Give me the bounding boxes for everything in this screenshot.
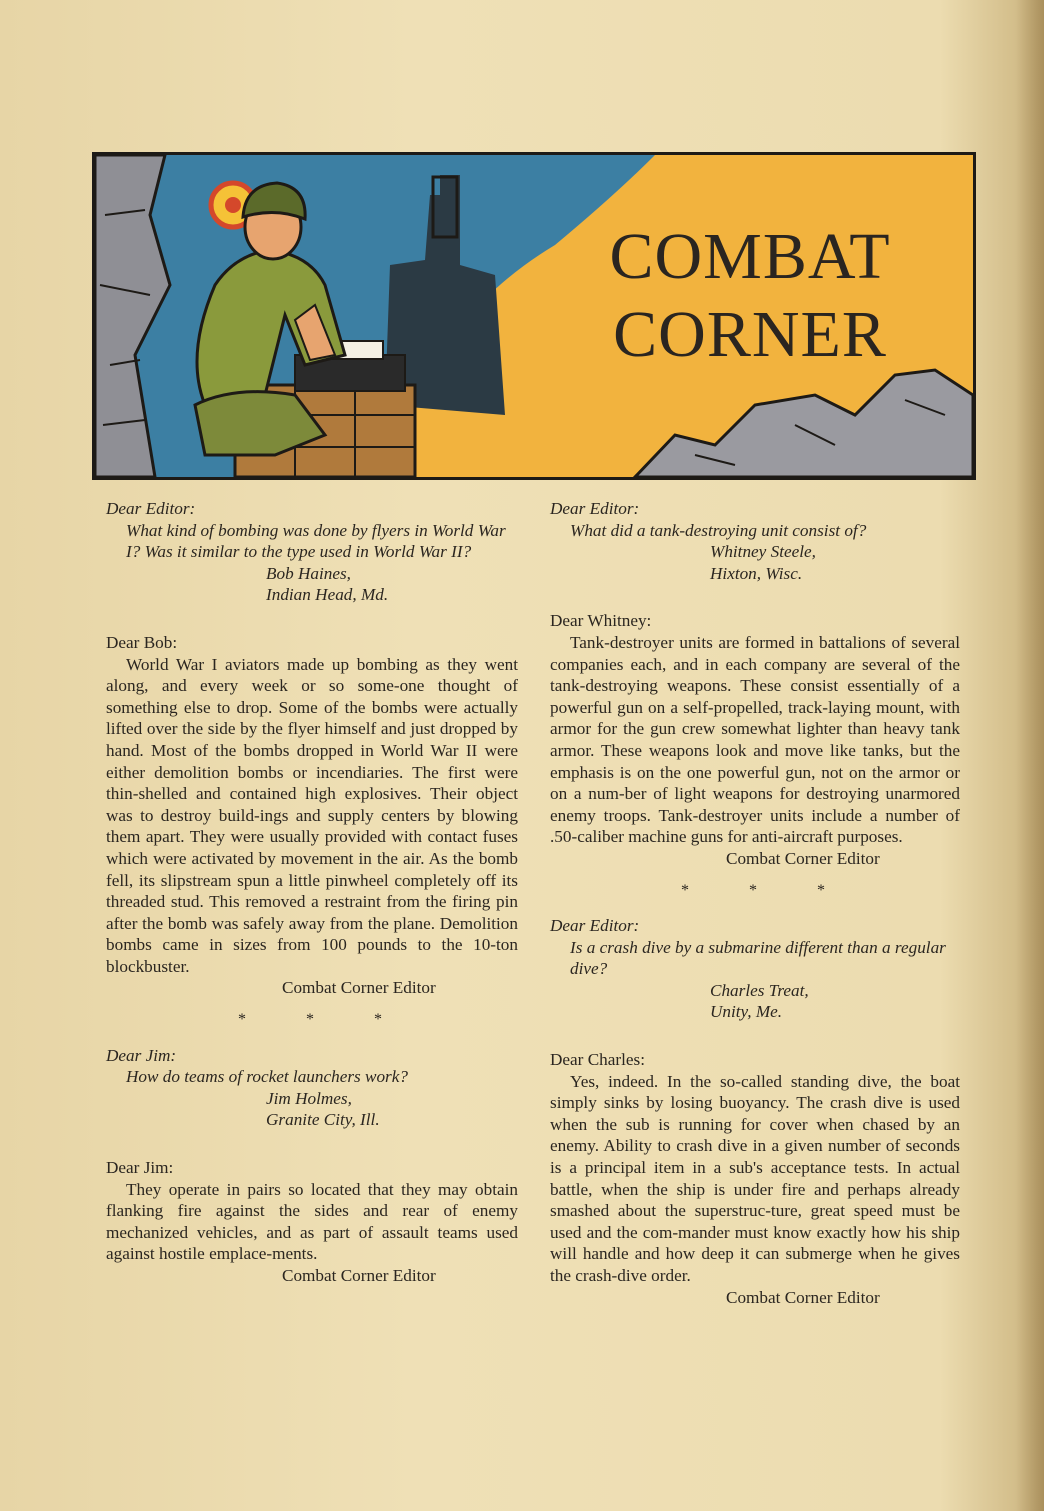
reply-body: World War I aviators made up bombing as they went along, and every week or so some-one thought of something else to drop. Some of the bombs were actually lifted over the side by the flyer himself and just dropped by hand. Most of the bombs dropped in World War II were either demolition bombs or incendiaries. The first were thin-shelled and contained high explosives. Their object was to destroy build-ings and supply centers by blowing them apart. They were usually provided with contact fuses which were activated by movement in the air. As the bomb fell, its slipstream spun a little pinwheel completely off its threaded stud. This removed a restraint from the firing pin after the bomb was safely away from the plane. Demolition bombs came in sizes from 100 pounds to the 10-ton blockbuster. — [106, 654, 518, 976]
editor-signoff: Combat Corner Editor — [726, 848, 880, 868]
letter-signature-place: Unity, Me. — [710, 1002, 783, 1022]
letter-signature-name: Charles Treat, — [710, 980, 809, 1000]
reply-body: Yes, indeed. In the so-called standing dive, the boat simply sinks by losing buoyancy. The crash dive is used when the sub is running for cover when chased by an enemy. Ability to crash dive in a given number of seconds is a principal item in a sub's acceptance tests. In actual battle, when the ship is under fire and perhaps already smashed about the superstruc-ture, great speed must be used and the com-mander must know exactly how his ship will handle and how deep it can submerge when he gives the crash-dive order. — [550, 1071, 960, 1285]
section-separator: * * * — [681, 881, 853, 899]
letter-question: Is a crash dive by a submarine different than a regular dive? — [570, 937, 946, 979]
title-line-corner: CORNER — [613, 298, 887, 371]
left-column — [106, 498, 518, 1287]
reply-greeting: Dear Charles: — [550, 1050, 645, 1070]
letter-greeting: Dear Jim: — [106, 1045, 177, 1065]
letter-question: What did a tank-destroying unit consist of? — [570, 520, 867, 540]
letter-greeting: Dear Editor: — [550, 916, 640, 936]
letter-question: What kind of bombing was done by flyers in World War I? Was it similar to the type used in World War II? — [126, 520, 506, 562]
letter-signature-name: Jim Holmes, — [266, 1088, 352, 1108]
reply-body: Tank-destroyer units are formed in battalions of several companies each, and in each company are several of the tank-destroying weapons. These consist essentially of a powerful gun on a self-propelled, track-laying mount, with armor for the gun crew somewhat lighter than heavy tank armor. These weapons look and move like tanks, but the emphasis is on the one powerful gun, not on the armor or on a num-ber of light weapons for destroying unarmored enemy troops. Tank-destroyer units include a number of .50-caliber machine guns for anti-aircraft purposes. — [550, 632, 960, 847]
letter-signature-name: Whitney Steele, — [710, 542, 816, 562]
editor-signoff: Combat Corner Editor — [726, 1287, 880, 1307]
page-spine-shadow — [1016, 0, 1044, 1511]
section-separator: * * * — [238, 1011, 410, 1029]
letter-signature-name: Bob Haines, — [266, 563, 351, 583]
letter-signature-place: Indian Head, Md. — [266, 585, 389, 605]
reply-greeting: Dear Bob: — [106, 632, 178, 652]
editor-signoff: Combat Corner Editor — [282, 978, 436, 998]
reply-body: They operate in pairs so located that they may obtain flanking fire against the sides and rear of enemy mechanized vehicles, and as part of assault teams used against hostile emplace-ments. — [106, 1179, 518, 1264]
letter-greeting: Dear Editor: — [550, 499, 640, 518]
right-column — [550, 498, 960, 1308]
reply-greeting: Dear Whitney: — [550, 611, 652, 631]
title-line-combat: COMBAT — [609, 220, 891, 293]
banner-title — [560, 218, 940, 374]
letter-question: How do teams of rocket launchers work? — [126, 1067, 408, 1087]
letter-greeting: Dear Editor: — [106, 499, 196, 518]
reply-greeting: Dear Jim: — [106, 1158, 174, 1178]
editor-signoff: Combat Corner Editor — [282, 1266, 436, 1285]
letter-signature-place: Hixton, Wisc. — [710, 563, 803, 583]
letter-signature-place: Granite City, Ill. — [266, 1110, 380, 1130]
